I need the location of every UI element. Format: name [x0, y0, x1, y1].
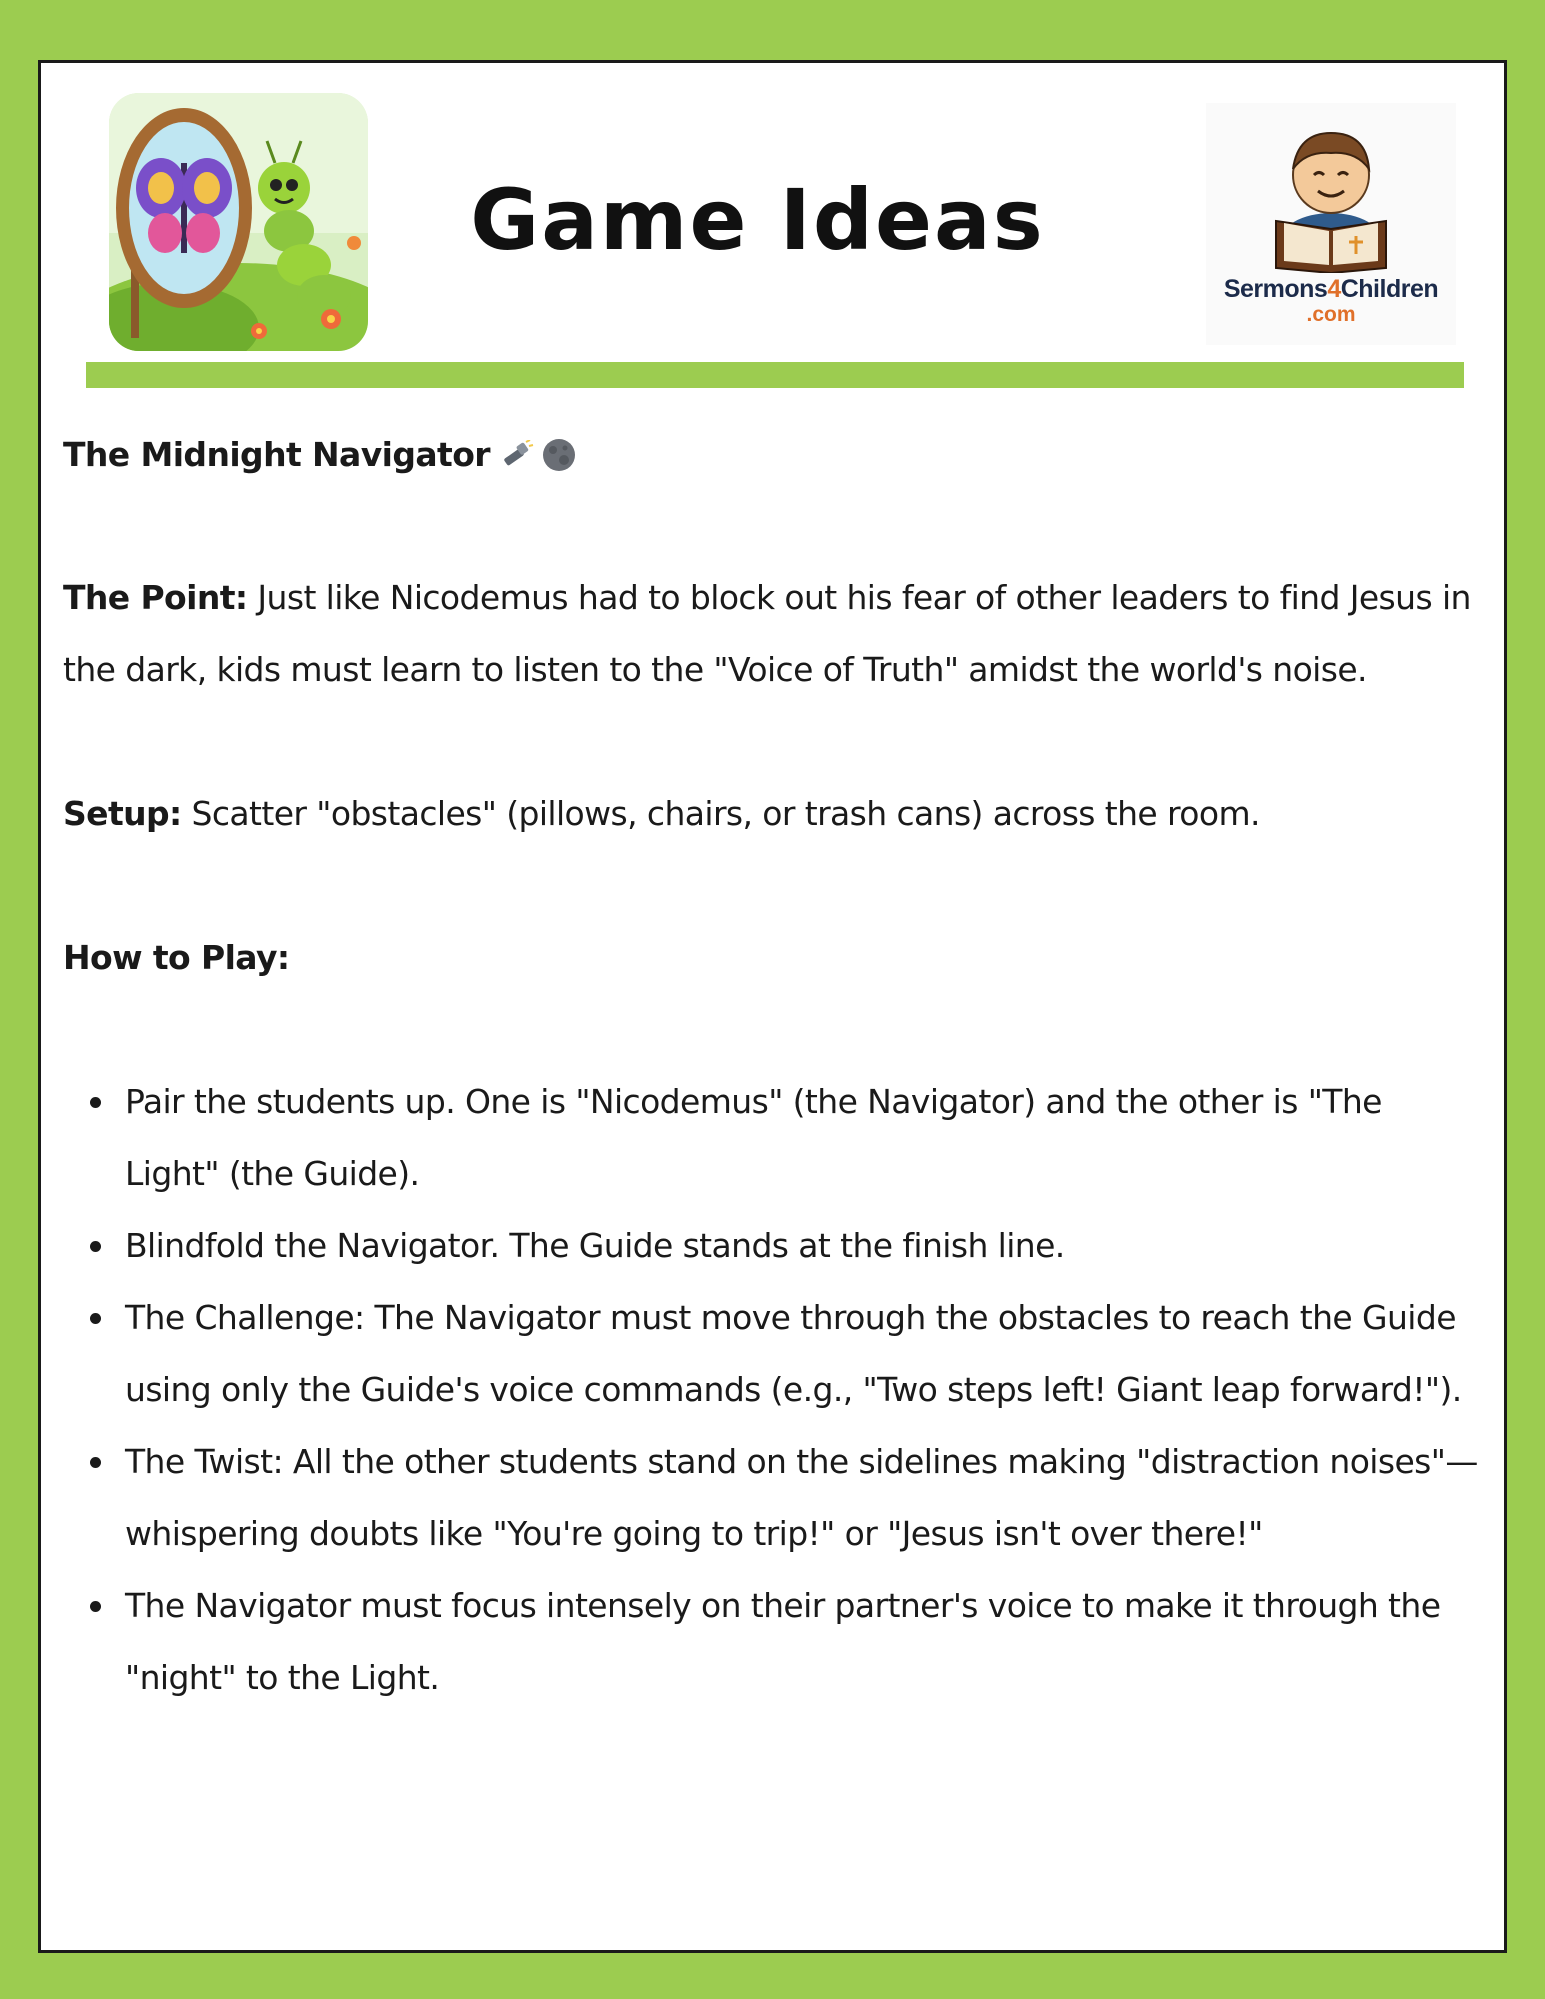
game-content	[63, 420, 1483, 1714]
list-item: Blindfold the Navigator. The Guide stands at the finish line.	[125, 1210, 1483, 1282]
point-label: The Point:	[63, 578, 248, 617]
logo-wordmark: Sermons4Children	[1223, 275, 1439, 303]
setup-label: Setup:	[63, 794, 182, 833]
setup-paragraph	[63, 778, 1483, 850]
page-title: Game Ideas	[470, 171, 1045, 269]
point-text: Just like Nicodemus had to block out his fear of other leaders to find Jesus in the dark, kids must learn to listen to the "Voice of Truth" amidst the world's noise.	[63, 578, 1471, 689]
game-title	[63, 420, 1483, 490]
boy-reading-bible-icon	[1206, 103, 1456, 273]
game-card	[38, 60, 1507, 1953]
sermons4children-logo[interactable]	[1206, 103, 1456, 345]
list-item: Pair the students up. One is "Nicodemus" (the Navigator) and the other is "The Light" (the Guide).	[125, 1066, 1483, 1210]
steps-list	[63, 1066, 1483, 1714]
setup-text: Scatter "obstacles" (pillows, chairs, or trash cans) across the room.	[191, 794, 1260, 833]
moon-icon	[542, 438, 576, 472]
list-item: The Twist: All the other students stand on the sidelines making "distraction noises"—whispering doubts like "You're going to trip!" or "Jesus isn't over there!"	[125, 1426, 1483, 1570]
logo-domain: .com	[1306, 303, 1356, 326]
divider-bar	[86, 362, 1464, 388]
list-item: The Challenge: The Navigator must move through the obstacles to reach the Guide using only the Guide's voice commands (e.g., "Two steps left! Giant leap forward!").	[125, 1282, 1483, 1426]
game-title-text: The Midnight Navigator	[63, 435, 490, 474]
point-paragraph	[63, 562, 1483, 706]
howto-heading: How to Play:	[63, 938, 290, 977]
list-item: The Navigator must focus intensely on their partner's voice to make it through the "night" to the Light.	[125, 1570, 1483, 1714]
flashlight-icon	[498, 440, 534, 470]
